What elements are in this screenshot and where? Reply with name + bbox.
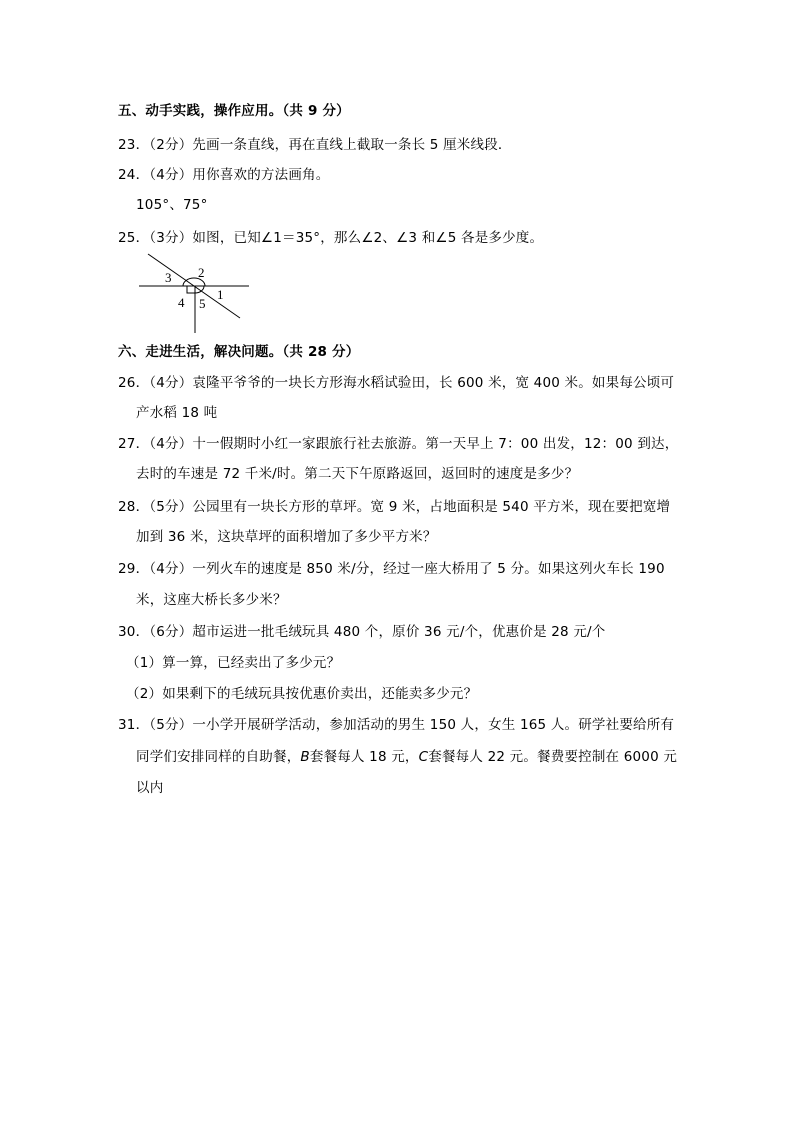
question-26-cont: 产水稻 18 吨 — [136, 405, 218, 421]
right-angle-mark — [187, 286, 195, 293]
label-5: 5 — [199, 296, 206, 311]
question-28: 28．（5分）公园里有一块长方形的草坪。宽 9 米，占地面积是 540 平方米，现在要把宽增 — [118, 499, 671, 515]
section-6-heading: 六、走进生活，解决问题。（共 28 分） — [118, 344, 360, 360]
label-4: 4 — [178, 295, 185, 310]
angle-figure — [0, 0, 794, 340]
label-3: 3 — [165, 270, 172, 285]
text: 同学们安排同样的自助餐， — [136, 749, 301, 765]
question-27-cont: 去时的车速是 72 千米/时。第二天下午原路返回，返回时的速度是多少？ — [136, 466, 579, 482]
question-24: 24．（4分）用你喜欢的方法画角。 — [118, 167, 330, 183]
label-1: 1 — [217, 287, 224, 302]
variable-c: C — [418, 749, 429, 765]
question-28-cont: 加到 36 米，这块草坪的面积增加了多少平方米？ — [136, 529, 437, 545]
question-26: 26．（4分）袁隆平爷爷的一块长方形海水稻试验田，长 600 米，宽 400 米。如果每公顷可 — [118, 375, 675, 391]
text: 套餐每人 18 元， — [309, 749, 419, 765]
label-2: 2 — [198, 265, 205, 280]
question-29: 29．（4分）一列火车的速度是 850 米/分，经过一座大桥用了 5 分。如果这列火车长 190 — [118, 561, 665, 577]
question-29-cont: 米，这座大桥长多少米？ — [136, 592, 287, 608]
question-31-cont — [136, 748, 677, 766]
text: 套餐每人 22 元。餐费要控制在 6000 元 — [428, 749, 678, 765]
question-30-part-1: （1）算一算，已经卖出了多少元？ — [126, 655, 341, 671]
question-23: 23．（2分）先画一条直线，再在直线上截取一条长 5 厘米线段． — [118, 137, 512, 153]
question-25: 25．（3分）如图，已知∠1＝35°，那么∠2、∠3 和∠5 各是多少度。 — [118, 230, 544, 246]
question-31: 31．（5分）一小学开展研学活动，参加活动的男生 150 人，女生 165 人。研学社要给所有 — [118, 717, 675, 733]
question-30: 30．（6分）超市运进一批毛绒玩具 480 个，原价 36 元/个，优惠价是 28 元/个 — [118, 624, 606, 640]
question-27: 27．（4分）十一假期时小红一家跟旅行社去旅游。第一天早上 7：00 出发，12：00 到达， — [118, 436, 679, 452]
question-31-cont-2: 以内 — [136, 780, 164, 796]
section-5-heading: 五、动手实践，操作应用。（共 9 分） — [118, 103, 350, 119]
question-24-angles: 105°、75° — [136, 197, 208, 213]
variable-b: B — [300, 749, 310, 765]
question-30-part-2: （2）如果剩下的毛绒玩具按优惠价卖出，还能卖多少元？ — [126, 686, 478, 702]
